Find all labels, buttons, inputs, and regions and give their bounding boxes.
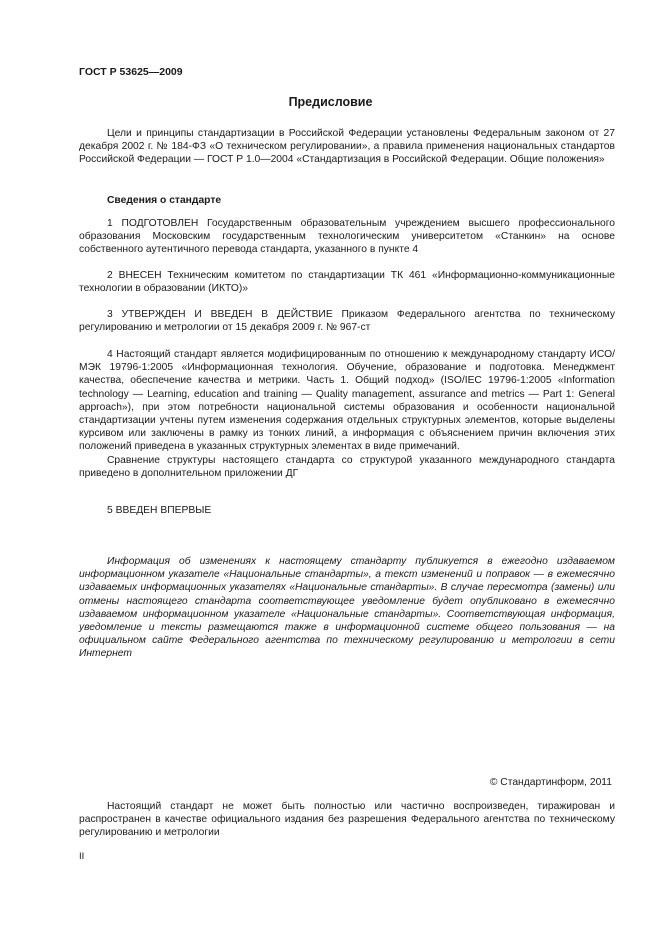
section-heading: Сведения о стандарте (107, 195, 222, 206)
copyright: © Стандартинформ, 2011 (489, 777, 612, 788)
item-1 (79, 217, 615, 257)
item-4 (79, 348, 615, 480)
page-title: Предисловие (288, 95, 373, 109)
item-1-text: 1 ПОДГОТОВЛЕН Государственным образовательным учреждением высшего профессионального образования Московским государственным технологическим университетом «Станкин» на основе собственного аутентичного перевода стандарта, указанного в пункте 4 (79, 218, 615, 256)
intro-text: Цели и принципы стандартизации в Российской Федерации установлены Федеральным законом от 27 декабря 2002 г. № 184-ФЗ «О техническом регулировании», а правила применения национальных стандартов Российской Федерации — ГОСТ Р 1.0—2004 «Стандартизация в Российской Федерации. Общие положения» (79, 128, 615, 166)
document-code: ГОСТ Р 53625—2009 (79, 66, 183, 78)
item-4-text: 4 Настоящий стандарт является модифицированным по отношению к международному стандарту ИСО/МЭК 19796-1:2005 «Информационная технология. Обучение, образование и подготовка. Менеджмент качества, обеспечение качества и метрики. Часть 1. Общий подход» (ISO/IEC 19796-1:2005 «Information technology — Learning, education and training — Quality management, assurance and metrics — Part 1: General approach»), при этом потребности национальной системы образования и особенности национальной стандартизации учтены путем изменения содержания отдельных структурных элементов, которые выделены курсивом или заключены в рамку из тонких линий, а информация с объяснением причин включения этих положений приведена в указанных структурных элементах в виде примечаний. (79, 349, 615, 453)
item-3-text: 3 УТВЕРЖДЕН И ВВЕДЕН В ДЕЙСТВИЕ Приказом Федерального агентства по техническому регулированию и метрологии от 15 декабря 2009 г. № 967-ст (79, 309, 615, 334)
item-3 (79, 308, 615, 334)
item-2-text: 2 ВНЕСЕН Техническим комитетом по стандартизации ТК 461 «Информационно-коммуникационные технологии в образовании (ИКТО)» (79, 270, 615, 295)
notice-text: Информация об изменениях к настоящему стандарту публикуется в ежегодно издаваемом информационном указателе «Национальные стандарты», а текст изменений и поправок — в ежемесячно издаваемых информационных указателях «Национальные стандарты». В случае пересмотра (замены) или отмены настоящего стандарта соответствующее уведомление будет опубликовано в ежемесячно издаваемом информационном указателе «Национальные стандарты». Соответствующая информация, уведомление и тексты размещаются также в информационной системе общего пользования — на официальном сайте Федерального агентства по техническому регулированию и метрологии в сети Интернет (79, 556, 615, 660)
intro-paragraph (79, 127, 615, 167)
page-number: II (79, 851, 85, 862)
rights-block (79, 800, 615, 840)
item-4-note: Сравнение структуры настоящего стандарта со структурой указанного международного стандарта приведено в дополнительном приложении ДГ (79, 454, 615, 479)
notice-block (79, 555, 615, 661)
item-5-text: 5 ВВЕДЕН ВПЕРВЫЕ (107, 505, 212, 516)
rights-text: Настоящий стандарт не может быть полностью или частично воспроизведен, тиражирован и распространен в качестве официального издания без разрешения Федерального агентства по техническому регулированию и метрологии (79, 801, 615, 839)
item-2 (79, 269, 615, 295)
item-5 (79, 504, 615, 517)
